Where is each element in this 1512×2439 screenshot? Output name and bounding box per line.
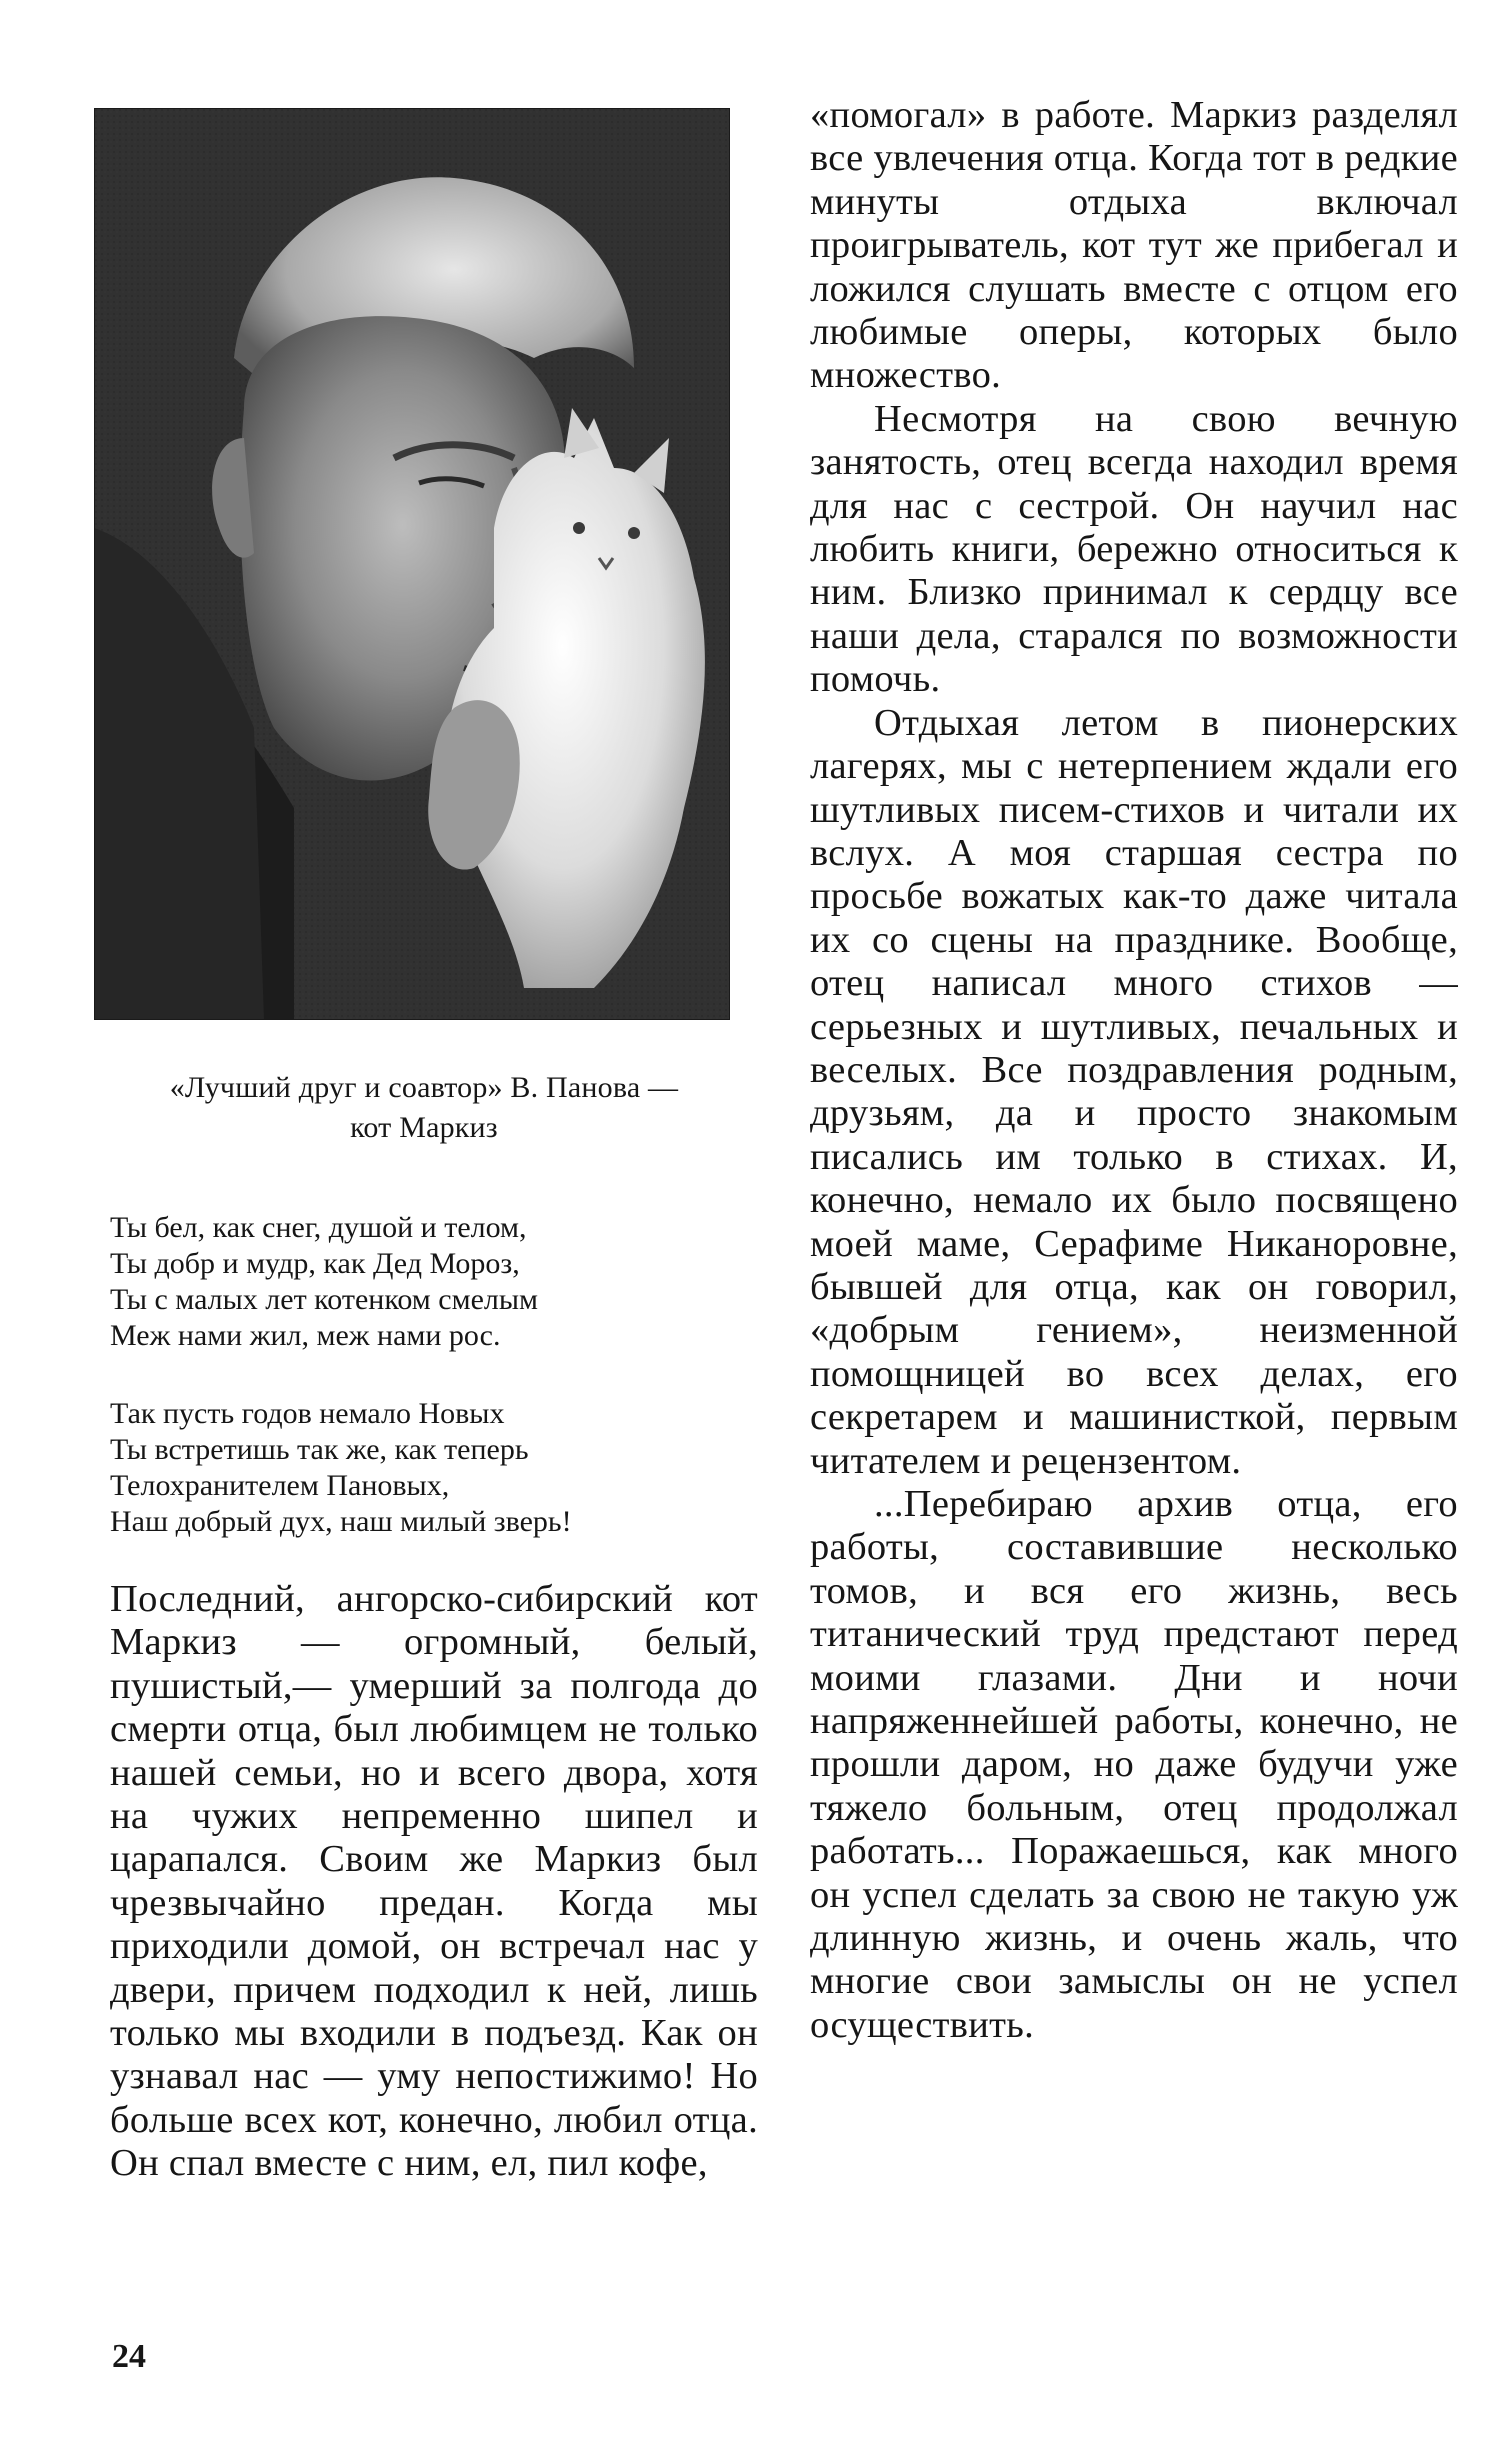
body-paragraph: ...Перебираю архив отца, его работы, составившие несколько томов, и вся его жизнь, весь титанический труд предстают перед моими глазами. Дни и ночи напряженнейшей работы, конечно, не прошли даром, но даже будучи уже тяжело больным, отец продолжал работать... Поражаешься, как много он успел сделать за свою не такую уж длинную жизнь, и очень жаль, что многие свои замыслы он не успел осуществить. (810, 1483, 1458, 2046)
poem-line: Ты добр и мудр, как Дед Мороз, (110, 1247, 520, 1280)
poem-line: Наш добрый дух, наш милый зверь! (110, 1505, 572, 1538)
poem-line: Ты бел, как снег, душой и телом, (110, 1211, 527, 1244)
poem-stanza-2 (110, 1396, 770, 1540)
poem-stanza-1 (110, 1210, 770, 1354)
portrait-photo (94, 108, 730, 1020)
poem-line: Ты встретишь так же, как теперь (110, 1433, 529, 1466)
photo-caption (94, 1068, 754, 1148)
poem-line: Телохранителем Пановых, (110, 1469, 450, 1502)
portrait-illustration (94, 108, 730, 1020)
caption-line-1: «Лучший друг и соавтор» В. Панова — (169, 1071, 679, 1104)
poem-line: Ты с малых лет котенком смелым (110, 1283, 539, 1316)
caption-line-2: кот Маркиз (350, 1111, 498, 1144)
body-paragraph: Последний, ангорско-сибирский кот Маркиз — огромный, белый, пушистый,— умерший за полгода до смерти отца, был любимцем не только нашей семьи, но и всего двора, хотя на чужих непременно шипел и царапался. Своим же Маркиз был чрезвычайно предан. Когда мы приходили домой, он встречал нас у двери, причем подходил к ней, лишь только мы входили в подъезд. Как он узнавал нас — уму непостижимо! Но больше всех кот, конечно, любил отца. Он спал вместе с ним, ел, пил кофе, (110, 1578, 758, 2185)
body-paragraph: Отдыхая летом в пионерских лагерях, мы с нетерпением ждали его шутливых писем-стихов и читали их вслух. А моя старшая сестра по просьбе вожатых как-то даже читала их со сцены на празднике. Вообще, отец написал много стихов — серьезных и шутливых, печальных и веселых. Все поздравления родным, друзьям, да и просто знакомым писались им только в стихах. И, конечно, немало их было посвящено моей маме, Серафиме Никаноровне, бывшей для отца, как он говорил, «добрым гением», неизменной помощницей во всех делах, его секретарем и машинисткой, первым читателем и рецензентом. (810, 701, 1458, 1482)
poem-line: Так пусть годов немало Новых (110, 1397, 505, 1430)
left-column-text (110, 1578, 758, 2186)
poem-line: Меж нами жил, меж нами рос. (110, 1319, 501, 1352)
right-column-text (810, 94, 1458, 2047)
body-paragraph: Несмотря на свою вечную занятость, отец всегда находил время для нас с сестрой. Он научил нас любить книги, бережно относиться к ним. Близко принимал к сердцу все наши дела, старался по возможности помочь. (810, 397, 1458, 701)
page-number: 24 (112, 2338, 146, 2375)
body-paragraph: «помогал» в работе. Маркиз разделял все увлечения отца. Когда тот в редкие минуты отдыха включал проигрыватель, кот тут же прибегал и ложился слушать вместе с отцом его любимые оперы, которых было множество. (810, 94, 1458, 397)
